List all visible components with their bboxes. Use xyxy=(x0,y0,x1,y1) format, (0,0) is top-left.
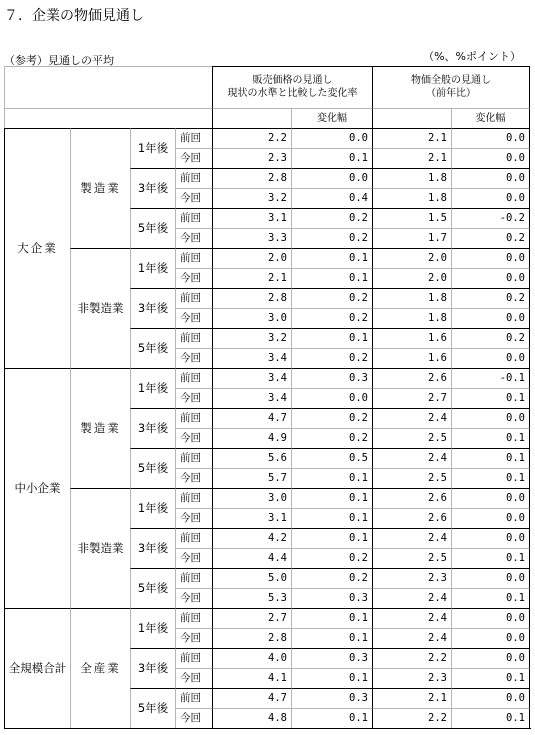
general-change-value: 0.2 xyxy=(451,328,530,348)
time-cell: 今回 xyxy=(175,388,212,408)
sales-change-value: 0.1 xyxy=(291,668,372,688)
time-cell: 今回 xyxy=(175,708,212,728)
sales-level-value: 3.4 xyxy=(212,368,291,388)
period-cell: 3年後 xyxy=(130,648,175,688)
general-change-value: 0.0 xyxy=(451,608,530,628)
header-blank-2 xyxy=(4,108,212,128)
general-level-value: 2.3 xyxy=(372,668,451,688)
time-cell: 今回 xyxy=(175,428,212,448)
sales-level-value: 2.7 xyxy=(212,608,291,628)
sales-level-value: 5.3 xyxy=(212,588,291,608)
sales-level-value: 2.1 xyxy=(212,268,291,288)
general-change-subheader: 変化幅 xyxy=(451,108,530,128)
period-cell: 5年後 xyxy=(130,568,175,608)
time-cell: 前回 xyxy=(175,448,212,468)
sales-level-value: 2.2 xyxy=(212,128,291,148)
general-level-value: 2.4 xyxy=(372,448,451,468)
sales-change-value: 0.1 xyxy=(291,528,372,548)
forecast-table xyxy=(0,66,535,735)
general-change-value: 0.0 xyxy=(451,508,530,528)
sales-change-value: 0.3 xyxy=(291,368,372,388)
general-change-value: 0.0 xyxy=(451,628,530,648)
company-size-cell: 全規模合計 xyxy=(4,608,70,728)
unit-label: （%、%ポイント） xyxy=(423,50,521,63)
sales-change-value: 0.1 xyxy=(291,468,372,488)
general-level-value: 2.5 xyxy=(372,468,451,488)
general-change-value: 0.0 xyxy=(451,268,530,288)
sales-change-value: 0.0 xyxy=(291,168,372,188)
general-change-value: 0.1 xyxy=(451,548,530,568)
sales-change-value: 0.2 xyxy=(291,228,372,248)
sales-change-value: 0.1 xyxy=(291,268,372,288)
general-change-value: 0.0 xyxy=(451,308,530,328)
general-level-value: 1.8 xyxy=(372,168,451,188)
general-change-value: 0.0 xyxy=(451,148,530,168)
industry-cell: 製造業 xyxy=(70,368,130,488)
general-level-value: 2.6 xyxy=(372,508,451,528)
sales-change-value: 0.2 xyxy=(291,568,372,588)
sales-level-value: 4.7 xyxy=(212,408,291,428)
sales-change-value: 0.2 xyxy=(291,208,372,228)
general-change-value: 0.0 xyxy=(451,168,530,188)
general-level-value: 2.1 xyxy=(372,128,451,148)
sales-change-value: 0.3 xyxy=(291,588,372,608)
sales-change-value: 0.1 xyxy=(291,488,372,508)
general-change-value: 0.1 xyxy=(451,668,530,688)
general-change-value: 0.0 xyxy=(451,128,530,148)
period-cell: 3年後 xyxy=(130,288,175,328)
general-level-value: 2.7 xyxy=(372,388,451,408)
sales-change-subheader: 変化幅 xyxy=(291,108,372,128)
time-cell: 今回 xyxy=(175,468,212,488)
sales-change-value: 0.2 xyxy=(291,408,372,428)
time-cell: 今回 xyxy=(175,308,212,328)
sales-change-value: 0.2 xyxy=(291,348,372,368)
general-change-value: -0.2 xyxy=(451,208,530,228)
sales-level-value: 4.9 xyxy=(212,428,291,448)
sales-level-value: 3.4 xyxy=(212,348,291,368)
general-change-value: 0.0 xyxy=(451,188,530,208)
general-level-value: 2.4 xyxy=(372,608,451,628)
sales-change-value: 0.3 xyxy=(291,648,372,668)
sales-level-value: 5.6 xyxy=(212,448,291,468)
sales-change-value: 0.1 xyxy=(291,148,372,168)
general-change-value: 0.0 xyxy=(451,528,530,548)
time-cell: 前回 xyxy=(175,648,212,668)
general-level-value: 1.6 xyxy=(372,328,451,348)
time-cell: 今回 xyxy=(175,668,212,688)
sales-forecast-header xyxy=(212,66,372,108)
sales-level-value: 5.7 xyxy=(212,468,291,488)
general-change-value: 0.0 xyxy=(451,648,530,668)
sales-level-value: 4.4 xyxy=(212,548,291,568)
general-header-line2: （前年比） xyxy=(426,87,476,99)
time-cell: 前回 xyxy=(175,288,212,308)
sales-level-value: 2.8 xyxy=(212,288,291,308)
general-change-value: 0.1 xyxy=(451,428,530,448)
general-change-value: 0.0 xyxy=(451,408,530,428)
time-cell: 今回 xyxy=(175,188,212,208)
period-cell: 1年後 xyxy=(130,248,175,288)
general-level-subheader xyxy=(372,108,451,128)
general-level-value: 2.1 xyxy=(372,148,451,168)
sales-change-value: 0.2 xyxy=(291,308,372,328)
time-cell: 今回 xyxy=(175,348,212,368)
time-cell: 今回 xyxy=(175,628,212,648)
table-note: （参考）見通しの平均 xyxy=(4,54,114,67)
time-cell: 今回 xyxy=(175,588,212,608)
sales-change-value: 0.1 xyxy=(291,328,372,348)
sales-level-value: 3.1 xyxy=(212,208,291,228)
time-cell: 今回 xyxy=(175,548,212,568)
period-cell: 5年後 xyxy=(130,208,175,248)
sales-level-value: 3.4 xyxy=(212,388,291,408)
general-level-value: 1.7 xyxy=(372,228,451,248)
header-blank xyxy=(4,66,212,108)
general-level-value: 1.8 xyxy=(372,288,451,308)
industry-cell: 全産業 xyxy=(70,608,130,728)
general-price-header xyxy=(372,66,530,108)
industry-cell: 製造業 xyxy=(70,128,130,248)
page-title: ７．企業の物価見通し xyxy=(4,8,144,24)
industry-cell: 非製造業 xyxy=(70,488,130,608)
general-change-value: 0.1 xyxy=(451,708,530,728)
sales-change-value: 0.5 xyxy=(291,448,372,468)
sales-level-value: 2.8 xyxy=(212,628,291,648)
time-cell: 前回 xyxy=(175,568,212,588)
period-cell: 1年後 xyxy=(130,488,175,528)
general-change-value: 0.0 xyxy=(451,348,530,368)
general-level-value: 2.5 xyxy=(372,548,451,568)
time-cell: 前回 xyxy=(175,248,212,268)
sales-level-value: 3.1 xyxy=(212,508,291,528)
sales-change-value: 0.0 xyxy=(291,128,372,148)
sales-level-value: 5.0 xyxy=(212,568,291,588)
general-change-value: 0.0 xyxy=(451,248,530,268)
general-level-value: 2.4 xyxy=(372,528,451,548)
general-level-value: 2.2 xyxy=(372,648,451,668)
sales-change-value: 0.1 xyxy=(291,608,372,628)
time-cell: 今回 xyxy=(175,268,212,288)
time-cell: 前回 xyxy=(175,168,212,188)
time-cell: 前回 xyxy=(175,608,212,628)
company-size-cell: 大企業 xyxy=(4,128,70,368)
sales-level-value: 4.2 xyxy=(212,528,291,548)
time-cell: 前回 xyxy=(175,208,212,228)
general-header-line1: 物価全般の見通し xyxy=(411,75,491,86)
time-cell: 前回 xyxy=(175,128,212,148)
company-size-cell: 中小企業 xyxy=(4,368,70,608)
sales-level-value: 3.2 xyxy=(212,328,291,348)
general-level-value: 2.2 xyxy=(372,708,451,728)
sales-change-value: 0.0 xyxy=(291,388,372,408)
general-level-value: 1.5 xyxy=(372,208,451,228)
general-level-value: 1.6 xyxy=(372,348,451,368)
time-cell: 前回 xyxy=(175,688,212,708)
time-cell: 前回 xyxy=(175,528,212,548)
sales-level-value: 4.7 xyxy=(212,688,291,708)
sales-level-value: 2.0 xyxy=(212,248,291,268)
general-level-value: 2.0 xyxy=(372,248,451,268)
period-cell: 3年後 xyxy=(130,408,175,448)
period-cell: 3年後 xyxy=(130,168,175,208)
general-change-value: 0.1 xyxy=(451,468,530,488)
period-cell: 1年後 xyxy=(130,608,175,648)
time-cell: 前回 xyxy=(175,328,212,348)
period-cell: 1年後 xyxy=(130,128,175,168)
industry-cell: 非製造業 xyxy=(70,248,130,368)
general-level-value: 2.0 xyxy=(372,268,451,288)
sales-change-value: 0.1 xyxy=(291,508,372,528)
sales-change-value: 0.3 xyxy=(291,688,372,708)
sales-level-value: 3.2 xyxy=(212,188,291,208)
general-change-value: 0.2 xyxy=(451,228,530,248)
time-cell: 前回 xyxy=(175,488,212,508)
general-level-value: 1.8 xyxy=(372,308,451,328)
sales-change-value: 0.4 xyxy=(291,188,372,208)
sales-change-value: 0.2 xyxy=(291,288,372,308)
general-level-value: 2.5 xyxy=(372,428,451,448)
sales-level-value: 3.0 xyxy=(212,308,291,328)
general-change-value: 0.0 xyxy=(451,488,530,508)
sales-level-subheader xyxy=(212,108,291,128)
time-cell: 前回 xyxy=(175,408,212,428)
time-cell: 今回 xyxy=(175,228,212,248)
general-change-value: -0.1 xyxy=(451,368,530,388)
general-change-value: 0.1 xyxy=(451,448,530,468)
general-level-value: 2.4 xyxy=(372,628,451,648)
sales-change-value: 0.1 xyxy=(291,708,372,728)
general-level-value: 2.3 xyxy=(372,568,451,588)
sales-change-value: 0.1 xyxy=(291,628,372,648)
general-level-value: 1.8 xyxy=(372,188,451,208)
sales-level-value: 4.0 xyxy=(212,648,291,668)
general-change-value: 0.0 xyxy=(451,688,530,708)
sales-header-line1: 販売価格の見通し xyxy=(252,75,333,86)
sales-change-value: 0.2 xyxy=(291,548,372,568)
sales-level-value: 3.3 xyxy=(212,228,291,248)
sales-level-value: 4.1 xyxy=(212,668,291,688)
sales-change-value: 0.2 xyxy=(291,428,372,448)
general-level-value: 2.4 xyxy=(372,408,451,428)
period-cell: 5年後 xyxy=(130,328,175,368)
time-cell: 今回 xyxy=(175,508,212,528)
general-change-value: 0.2 xyxy=(451,288,530,308)
sales-header-line2: 現状の水準と比較した変化率 xyxy=(227,87,358,99)
period-cell: 3年後 xyxy=(130,528,175,568)
sales-change-value: 0.1 xyxy=(291,248,372,268)
general-level-value: 2.4 xyxy=(372,588,451,608)
sales-level-value: 2.8 xyxy=(212,168,291,188)
period-cell: 1年後 xyxy=(130,368,175,408)
sales-level-value: 3.0 xyxy=(212,488,291,508)
time-cell: 今回 xyxy=(175,148,212,168)
period-cell: 5年後 xyxy=(130,688,175,728)
general-level-value: 2.6 xyxy=(372,368,451,388)
sales-level-value: 4.8 xyxy=(212,708,291,728)
general-change-value: 0.1 xyxy=(451,588,530,608)
period-cell: 5年後 xyxy=(130,448,175,488)
general-level-value: 2.1 xyxy=(372,688,451,708)
general-change-value: 0.0 xyxy=(451,568,530,588)
time-cell: 前回 xyxy=(175,368,212,388)
table-bottom-border xyxy=(4,728,531,729)
general-level-value: 2.6 xyxy=(372,488,451,508)
sales-level-value: 2.3 xyxy=(212,148,291,168)
general-change-value: 0.1 xyxy=(451,388,530,408)
